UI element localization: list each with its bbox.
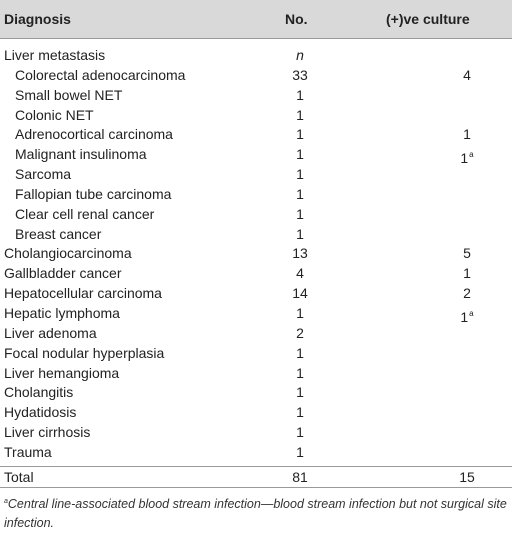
header-diagnosis: Diagnosis xyxy=(4,11,71,27)
table-row xyxy=(0,443,512,463)
row-no: 13 xyxy=(292,245,308,262)
row-no: 1 xyxy=(296,364,304,381)
row-positive-culture-value: 4 xyxy=(463,66,471,83)
row-diagnosis: Breast cancer xyxy=(15,225,102,242)
table-row xyxy=(0,225,512,245)
table-row xyxy=(0,423,512,443)
row-no: 33 xyxy=(292,66,308,83)
table-row xyxy=(0,145,512,165)
row-diagnosis: Gallbladder cancer xyxy=(4,265,122,282)
row-diagnosis: Liver hemangioma xyxy=(4,364,120,381)
row-diagnosis: Trauma xyxy=(4,443,52,460)
row-no: 1 xyxy=(296,384,304,401)
row-diagnosis: Fallopian tube carcinoma xyxy=(15,185,172,202)
row-diagnosis: Liver cirrhosis xyxy=(4,424,91,441)
row-diagnosis: Colorectal adenocarcinoma xyxy=(15,66,186,83)
footnote-ref-mark: a xyxy=(469,150,474,160)
row-no: 1 xyxy=(296,304,304,321)
row-no: 1 xyxy=(296,443,304,460)
row-no: n xyxy=(296,47,304,63)
row-positive-culture xyxy=(452,284,482,304)
total-positive-culture: 15 xyxy=(459,468,475,485)
row-positive-culture-value: 1 xyxy=(463,126,471,143)
row-no: 1 xyxy=(296,126,304,143)
row-positive-culture-value: 5 xyxy=(463,245,471,262)
row-no: 2 xyxy=(296,324,304,341)
total-label: Total xyxy=(4,468,34,485)
row-positive-culture-value: 1 xyxy=(460,308,469,325)
table-row xyxy=(0,364,512,384)
table-row xyxy=(0,165,512,185)
row-diagnosis: Sarcoma xyxy=(15,166,72,183)
row-positive-culture-value: 1 xyxy=(463,265,471,282)
row-diagnosis: Colonic NET xyxy=(15,106,94,123)
row-no: 1 xyxy=(296,404,304,421)
row-no: 1 xyxy=(296,146,304,163)
table-row xyxy=(0,205,512,225)
row-no: 1 xyxy=(296,205,304,222)
footnote-text: Central line-associated blood stream infection—blood stream infection but not surgical site infection. xyxy=(4,496,507,530)
row-no: 1 xyxy=(296,424,304,441)
row-no: 1 xyxy=(296,166,304,183)
row-no: 14 xyxy=(292,285,308,302)
row-diagnosis: Liver metastasis xyxy=(4,47,106,63)
total-no: 81 xyxy=(292,468,308,485)
row-diagnosis: Liver adenoma xyxy=(4,324,97,341)
row-positive-culture xyxy=(452,264,482,284)
row-diagnosis: Adrenocortical carcinoma xyxy=(15,126,173,143)
table-row xyxy=(0,304,512,324)
row-no: 1 xyxy=(296,185,304,202)
row-positive-culture xyxy=(452,125,482,145)
table-row xyxy=(0,106,512,126)
table-row xyxy=(0,403,512,423)
table-row xyxy=(0,344,512,364)
footnote-ref-mark: a xyxy=(469,308,474,318)
row-diagnosis: Focal nodular hyperplasia xyxy=(4,344,165,361)
row-no: 1 xyxy=(296,225,304,242)
table-header xyxy=(0,0,512,39)
table-row xyxy=(0,125,512,145)
row-diagnosis: Small bowel NET xyxy=(15,86,123,103)
row-diagnosis: Hepatic lymphoma xyxy=(4,304,120,321)
table-row xyxy=(0,185,512,205)
row-diagnosis: Hydatidosis xyxy=(4,404,77,421)
footnote xyxy=(0,488,512,533)
table-row xyxy=(0,264,512,284)
row-no: 1 xyxy=(296,106,304,123)
footnote-mark: a xyxy=(4,497,8,505)
row-no: 1 xyxy=(296,344,304,361)
row-no: 1 xyxy=(296,86,304,103)
row-diagnosis: Clear cell renal cancer xyxy=(15,205,155,222)
row-diagnosis: Malignant insulinoma xyxy=(15,146,147,163)
table-row xyxy=(0,284,512,304)
table-row xyxy=(0,66,512,86)
table-row xyxy=(0,46,512,66)
table-row xyxy=(0,244,512,264)
total-row xyxy=(0,466,512,488)
row-diagnosis: Cholangiocarcinoma xyxy=(4,245,132,262)
table-row xyxy=(0,86,512,106)
table-row xyxy=(0,383,512,403)
table-row xyxy=(0,324,512,344)
row-positive-culture xyxy=(452,244,482,264)
row-positive-culture-value: 1 xyxy=(460,150,469,167)
row-diagnosis: Cholangitis xyxy=(4,384,74,401)
row-no: 4 xyxy=(296,265,304,282)
table-body xyxy=(0,39,512,463)
header-positive-culture: (+)ve culture xyxy=(386,11,470,27)
row-positive-culture-value: 2 xyxy=(463,285,471,302)
row-positive-culture xyxy=(452,66,482,86)
row-diagnosis: Hepatocellular carcinoma xyxy=(4,285,162,302)
header-no: No. xyxy=(285,11,308,27)
